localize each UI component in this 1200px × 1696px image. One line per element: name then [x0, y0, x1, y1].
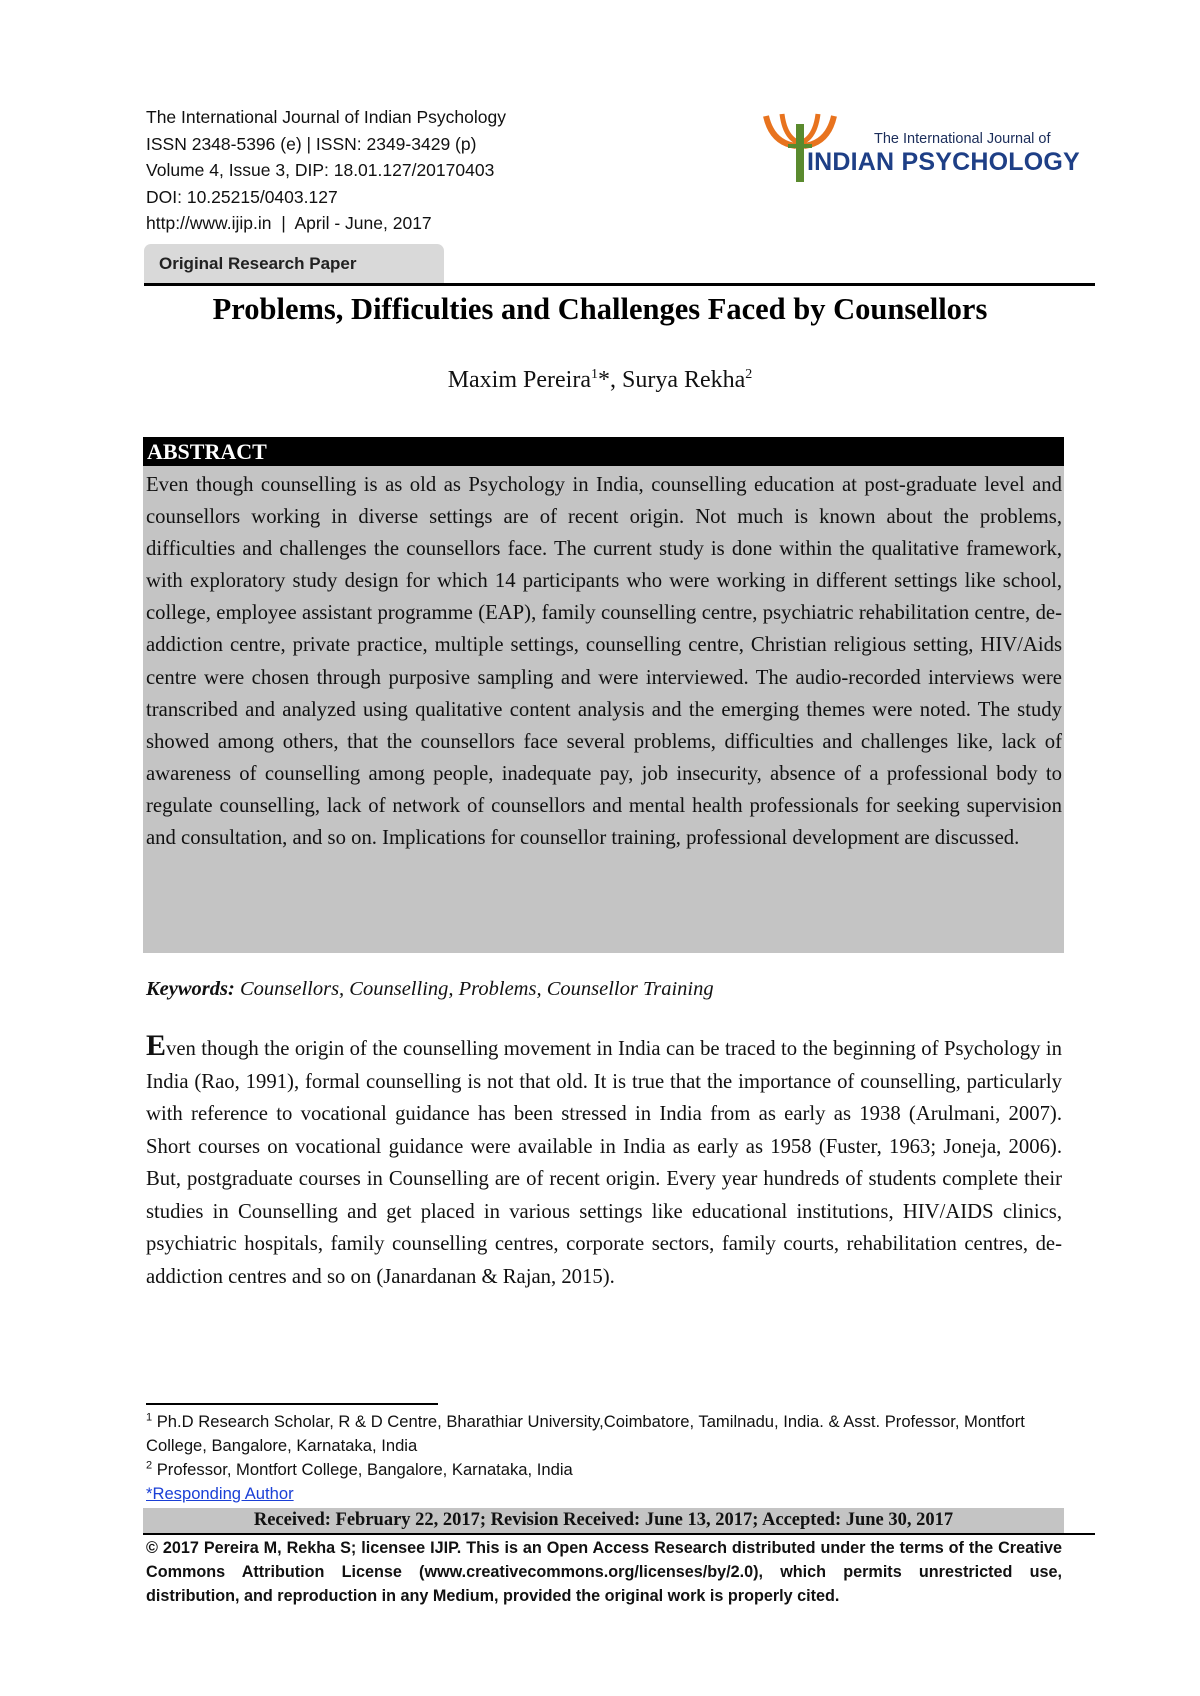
author-name: Surya Rekha	[621, 367, 746, 393]
url-date: http://www.ijip.in | April - June, 2017	[146, 213, 432, 233]
abstract-body: Even though counselling is as old as Psychology in India, counselling education at post-graduate level and counsellors working in diverse settings are of recent origin. Not much is known about the problems, difficulties and challenges the counsellors face. The current study is done within the qualitative framework, with exploratory study design for which 14 participants who were working in different settings like school, college, employee assistant programme (EAP), family counselling centre, psychiatric rehabilitation centre, de-addiction centre, private practice, multiple settings, counselling centre, Christian religious setting, HIV/Aids centre were chosen through purposive sampling and were interviewed. The audio-recorded interviews were transcribed and analyzed using qualitative content analysis and the emerging themes were noted. The study showed among others, that the counsellors face several problems, difficulties and challenges like, lack of awareness of counselling among people, inadequate pay, job insecurity, absence of a professional body to regulate counselling, lack of network of counsellors and mental health professionals for seeking supervision and consultation, and so on. Implications for counsellor training, professional development are discussed.	[143, 466, 1064, 953]
logo-small-text: The International Journal of	[874, 131, 1051, 147]
issn: ISSN 2348-5396 (e) | ISSN: 2349-3429 (p)	[146, 133, 477, 154]
received-dates: Received: February 22, 2017; Revision Received: June 13, 2017; Accepted: June 30, 2017	[143, 1508, 1064, 1533]
doi: DOI: 10.25215/0403.127	[146, 186, 338, 207]
intro-text: ven though the origin of the counselling movement in India can be traced to the beginning of Psychology in India (Rao, 1991), formal counselling is not that old. It is true that the importance of counselling, particularly with reference to vocational guidance has been stressed in India from as early as 1938 (Arulmani, 2007). Short courses on vocational guidance were available in India as early as 1958 (Fuster, 1963; Joneja, 2006). But, postgraduate courses in Counselling are of recent origin. Every year hundreds of students complete their studies in Counselling and get placed in various settings like educational institutions, HIV/AIDS clinics, psychiatric hospitals, family counselling centres, corporate sectors, family courts, rehabilitation centres, de-addiction centres and so on (Janardanan & Rajan, 2015).	[146, 1038, 1062, 1288]
footnote-rule	[146, 1403, 438, 1405]
footnote-mark: 2	[146, 1459, 153, 1472]
volume-issue: Volume 4, Issue 3, DIP: 18.01.127/20170403	[146, 160, 495, 180]
footnote-mark: 1	[146, 1411, 153, 1424]
footer-rule	[143, 1533, 1095, 1535]
responding-author-link[interactable]: *Responding Author	[146, 1484, 294, 1503]
paper-title: Problems, Difficulties and Challenges Faced by Counsellors	[212, 292, 988, 326]
keywords-text: Counsellors, Counselling, Problems, Counsellor Training	[234, 978, 714, 1000]
paper-type-label: Original Research Paper	[159, 254, 357, 273]
intro-paragraph	[146, 1029, 1062, 1293]
logo-big-text: INDIAN PSYCHOLOGY	[807, 148, 1080, 176]
abstract-heading: ABSTRACT	[143, 437, 1064, 466]
author-mark: 2	[745, 367, 753, 382]
dropcap: E	[146, 1029, 167, 1062]
keywords-label: Keywords:	[146, 978, 235, 1000]
journal-meta	[146, 104, 706, 237]
footnote	[146, 1458, 1076, 1482]
header-rule	[144, 283, 1095, 286]
footnote-text: Professor, Montfort College, Bangalore, Karnataka, India	[152, 1460, 573, 1479]
keywords	[146, 978, 714, 1001]
footnote-text: Ph.D Research Scholar, R & D Centre, Bharathiar University,Coimbatore, Tamilnadu, India. & Asst. Professor, Montfort College, Bangalore, Karnataka, India	[146, 1412, 1025, 1455]
license-text: © 2017 Pereira M, Rekha S; licensee IJIP. This is an Open Access Research distributed under the terms of the Creative Commons Attribution License (www.creativecommons.org/licenses/by/2.0), which permits unrestricted use, distribution, and reproduction in any Medium, provided the original work is properly cited.	[146, 1539, 1062, 1605]
footnote	[146, 1410, 1076, 1458]
author-mark: 1	[590, 367, 598, 382]
author-suffix: *,	[597, 367, 622, 393]
authors	[100, 367, 1100, 394]
author-name: Maxim Pereira	[447, 367, 591, 393]
journal-name: The International Journal of Indian Psychology	[146, 107, 506, 127]
footnotes	[146, 1410, 1076, 1506]
